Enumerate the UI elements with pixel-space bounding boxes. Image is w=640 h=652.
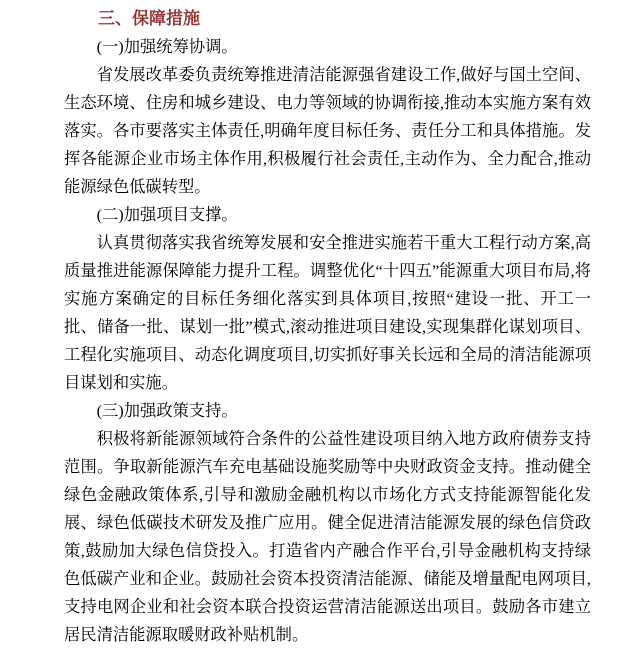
paragraph-policy-support: 积极将新能源领域符合条件的公益性建设项目纳入地方政府债券支持范围。争取新能源汽车充电基础设施奖励等中央财政资金支持。推动健全绿色金融政策体系,引导和激励金融机构以市场化方式支持能源智能化发展、绿色低碳技术研发及推广应用。健全促进清洁能源发展的绿色信贷政策,鼓励加大绿色信贷投入。打造省内产融合作平台,引导金融机构支持绿色低碳产业和企业。鼓励社会资本投资清洁能源、储能及增量配电网项目,支持电网企业和社会资本联合投资运营清洁能源送出项目。鼓励各市建立居民清洁能源取暖财政补贴机制。 [64,429,591,644]
paragraph-coordination: 省发展改革委负责统筹推进清洁能源强省建设工作,做好与国土空间、生态环境、住房和城乡建设、电力等领域的协调衔接,推动本实施方案有效落实。各市要落实主体责任,明确年度目标任务、责任分工和具体措施。发挥各能源企业市场主体作用,积极履行社会责任,主动作为、全力配合,推动能源绿色低碳转型。 [64,65,591,196]
paragraph-project-support: 认真贯彻落实我省统筹发展和安全推进实施若干重大工程行动方案,高质量推进能源保障能力提升工程。调整优化“十四五”能源重大项目布局,将实施方案确定的目标任务细化落实到具体项目,按照“建设一批、开工一批、储备一批、谋划一批”模式,滚动推进项目建设,实现集群化谋划项目、工程化实施项目、动态化调度项目,切实抓好事关长远和全局的清洁能源项目谋划和实施。 [64,233,591,392]
section-heading: 三、保障措施 [98,9,200,28]
subsection-title-1: (一)加强统筹协调。 [96,37,238,56]
subsection-title-3: (三)加强政策支持。 [96,401,238,420]
subsection-title-2: (二)加强项目支撑。 [96,205,238,224]
